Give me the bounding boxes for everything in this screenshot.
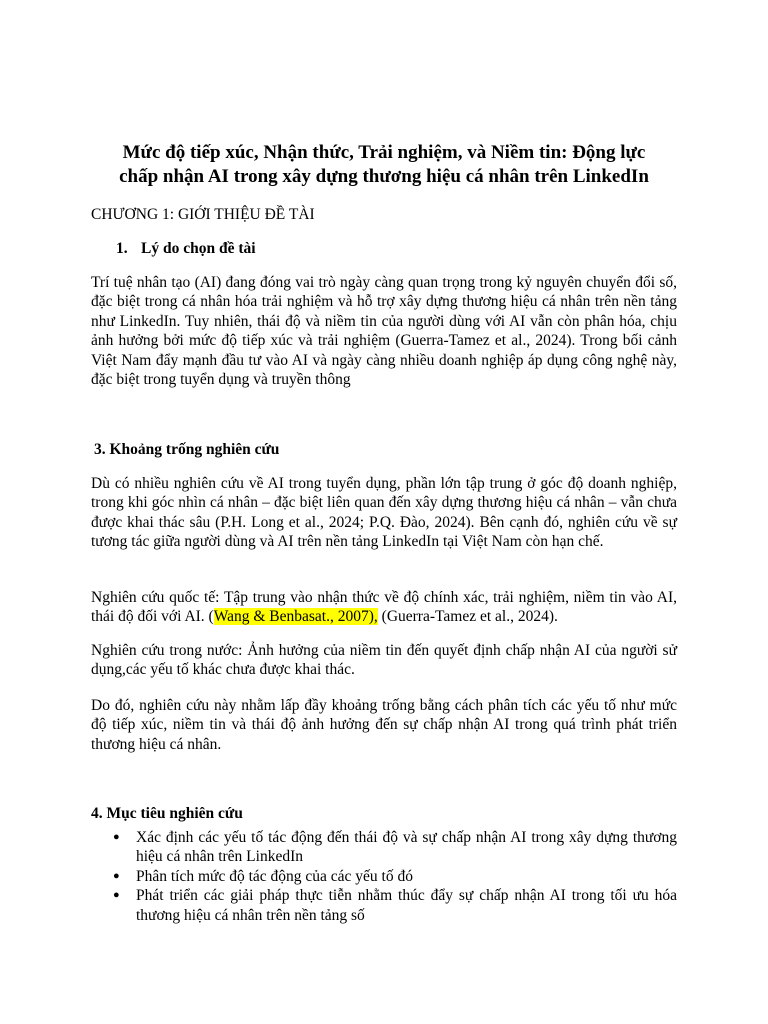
list-item (91, 867, 677, 886)
document-title (60, 141, 708, 189)
title-line-1: Mức độ tiếp xúc, Nhận thức, Trải nghiệm, và Niềm tin: Động lực (122, 142, 646, 163)
section-1-title: Lý do chọn đề tài (141, 240, 256, 257)
section-3-paragraph-2-end: (Guerra-Tamez et al., 2024). (377, 608, 558, 626)
bullet-icon: ● (113, 869, 120, 882)
title-line-2: chấp nhận AI trong xây dựng thương hiệu cá nhân trên LinkedIn (119, 166, 649, 187)
section-1-heading (116, 239, 256, 258)
section-3-paragraph-2 (91, 588, 677, 627)
bullet-icon: ● (113, 889, 120, 902)
chapter-heading: CHƯƠNG 1: GIỚI THIỆU ĐỀ TÀI (91, 206, 315, 223)
list-item-text: Xác định các yếu tố tác động đến thái độ và sự chấp nhận AI trong xây dựng thương hiệu cá nhân trên LinkedIn (136, 829, 677, 866)
section-3-paragraph-2-text: Nghiên cứu quốc tế: Tập trung vào nhận thức về độ chính xác, trải nghiệm, niềm tin vào AI, thái độ đối với AI. ( (91, 589, 677, 626)
section-3-heading: 3. Khoảng trống nghiên cứu (94, 441, 280, 458)
list-item-text: Phát triển các giải pháp thực tiễn nhằm thúc đẩy sự chấp nhận AI trong tối ưu hóa thương hiệu cá nhân trên nền tảng số (136, 887, 677, 924)
section-3-paragraph-3: Nghiên cứu trong nước: Ảnh hưởng của niềm tin đến quyết định chấp nhận AI của người sử dụng,các yếu tố khác chưa được khai thác. (91, 642, 677, 679)
highlighted-citation: Wang & Benbasat., 2007), (213, 608, 378, 626)
list-item (91, 886, 677, 925)
list-item (91, 828, 677, 867)
section-4-heading: 4. Mục tiêu nghiên cứu (91, 805, 243, 822)
section-3-paragraph-1: Dù có nhiều nghiên cứu về AI trong tuyển dụng, phần lớn tập trung ở góc độ doanh nghiệp, trong khi góc nhìn cá nhân – đặc biệt liên quan đến xây dựng thương hiệu cá nhân – vẫn chưa được khai thác sâu (P.H. Long et al., 2024; P.Q. Đào, 2024). Bên cạnh đó, nghiên cứu về sự tương tác giữa người dùng và AI trên nền tảng LinkedIn tại Việt Nam còn hạn chế. (91, 475, 677, 551)
section-1-paragraph: Trí tuệ nhân tạo (AI) đang đóng vai trò ngày càng quan trọng trong kỷ nguyên chuyển đổi số, đặc biệt trong cá nhân hóa trải nghiệm và hỗ trợ xây dựng thương hiệu cá nhân trên nền tảng như LinkedIn. Tuy nhiên, thái độ và niềm tin của người dùng với AI vẫn còn phân hóa, chịu ảnh hưởng bởi mức độ tiếp xúc và trải nghiệm (Guerra-Tamez et al., 2024). Trong bối cảnh Việt Nam đẩy mạnh đầu tư vào AI và ngày càng nhiều doanh nghiệp áp dụng công nghệ này, đặc biệt trong tuyển dụng và truyền thông (91, 274, 677, 389)
list-item-text: Phân tích mức độ tác động của các yếu tố đó (136, 867, 413, 885)
objectives-list (91, 828, 677, 925)
bullet-icon: ● (113, 831, 120, 843)
section-3-paragraph-4: Do đó, nghiên cứu này nhằm lấp đầy khoảng trống bằng cách phân tích các yếu tố như mức độ tiếp xúc, niềm tin và thái độ ảnh hưởng đến sự chấp nhận AI trong quá trình phát triển thương hiệu cá nhân. (91, 697, 677, 753)
section-1-number: 1. (116, 240, 128, 257)
